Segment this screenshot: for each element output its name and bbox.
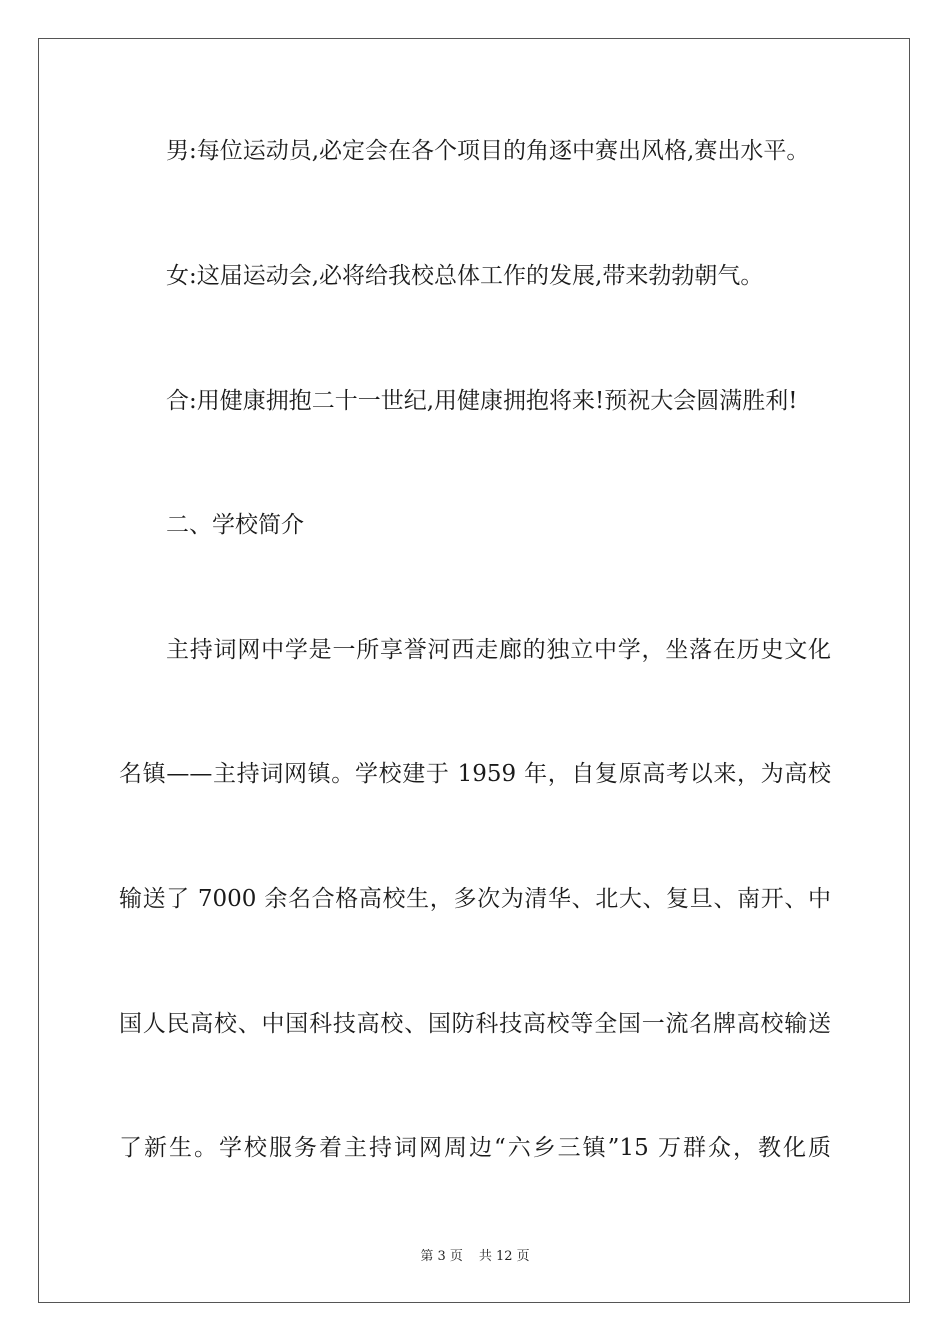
body-line-1: 主持词网中学是一所享誉河西走廊的独立中学，坐落在历史文化	[166, 637, 831, 663]
page-number: 第 3 页	[420, 1249, 463, 1264]
body-line-5: 了新生。学校服务着主持词网周边“六乡三镇”15 万群众，教化质	[119, 1135, 831, 1161]
body-line-4: 国人民高校、中国科技高校、国防科技高校等全国一流名牌高校输送	[119, 1011, 831, 1037]
paragraph-female-line: 女:这届运动会,必将给我校总体工作的发展,带来勃勃朝气。	[166, 263, 764, 289]
page-border	[38, 38, 910, 1303]
paragraph-together-line: 合:用健康拥抱二十一世纪,用健康拥抱将来!预祝大会圆满胜利!	[166, 388, 798, 414]
body-line-2: 名镇——主持词网镇。学校建于 1959 年，自复原高考以来，为高校	[119, 761, 831, 787]
section-heading: 二、学校简介	[166, 512, 304, 538]
body-line-3: 输送了 7000 余名合格高校生，多次为清华、北大、复旦、南开、中	[119, 886, 831, 912]
paragraph-male-line: 男:每位运动员,必定会在各个项目的角逐中赛出风格,赛出水平。	[166, 138, 810, 164]
page-total: 共 12 页	[478, 1249, 530, 1264]
page-footer	[0, 1248, 950, 1266]
